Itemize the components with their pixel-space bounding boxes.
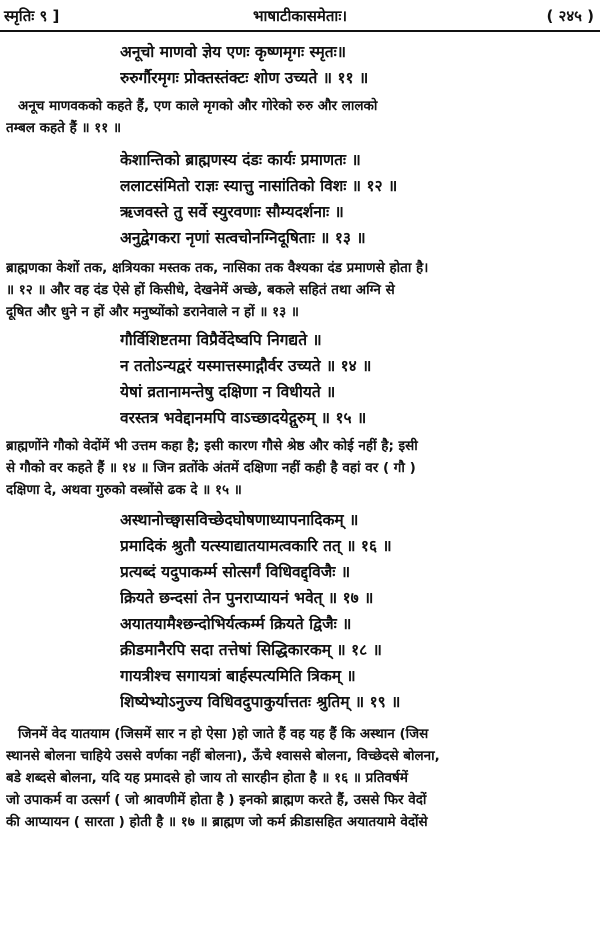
page-header <box>0 0 600 32</box>
verse-line: प्रमादिकं श्रुतौ यत्स्याद्यातयामत्वकारि तत् ॥ १६ ॥ <box>120 537 392 555</box>
commentary-line: ब्राह्मणोंने गौको वेदोंमें भी उत्तम कहा है; इसी कारण गौसे श्रेष्ठ और कोई नहीं है; इसी <box>6 438 418 454</box>
verse-line: ललाटसंमितो राज्ञः स्यात्तु नासांतिको विशः ॥ १२ ॥ <box>120 177 398 195</box>
commentary-line: जिनमें वेद यातयाम (जिसमें सार न हो ऐसा )हो जाते हैं वह यह हैं कि अस्थान (जिस <box>18 726 429 742</box>
verse-line: अनूचो माणवो ज्ञेय एणः कृष्णमृगः स्मृतः॥ <box>120 43 347 61</box>
commentary-line: दूषित और धुने न हों और मनुष्योंको डरानेवाले न हों ॥ १३ ॥ <box>6 304 299 320</box>
verse-line: प्रत्यब्दं यदुपाकर्म्म सोत्सर्गं विधिवद्द्विजैः ॥ <box>120 563 351 581</box>
commentary-line: ॥ १२ ॥ और वह दंड ऐसे हों किसीधे, देखनेमें अच्छे, बकले सहितं तथा अग्नि से <box>6 282 395 298</box>
verse-line: क्रीडमानैरपि सदा तत्तेषां सिद्धिकारकम् ॥ १८ ॥ <box>120 641 382 659</box>
commentary-line: ब्राह्मणका केशों तक, क्षत्रियका मस्तक तक, नासिका तक वैश्यका दंड प्रमाणसे होता है। <box>6 260 429 276</box>
verse-line: गायत्रीश्च सगायत्रां बार्हस्पत्यमिति त्रिकम् ॥ <box>120 667 356 685</box>
verse-line: येषां व्रतानामन्तेषु दक्षिणा न विधीयते ॥ <box>120 383 336 401</box>
header-section: स्मृतिः ९ ] <box>4 7 60 25</box>
commentary-line: जो उपाकर्म वा उत्सर्ग ( जो श्रावणीमें होता है ) इनको ब्राह्मण करते हैं, उससे फिर वेदों <box>6 792 427 808</box>
verse-line: क्रियते छन्दसां तेन पुनराप्यायनं भवेत् ॥ १७ ॥ <box>120 589 374 607</box>
commentary-line: स्थानसे बोलना चाहिये उससे वर्णका नहीं बोलना), ऊँचे श्वाससे बोलना, विच्छेदसे बोलना, <box>6 748 440 764</box>
commentary-line: दक्षिणा दे, अथवा गुरुको वस्त्रोंसे ढक दे ॥ १५ ॥ <box>6 482 242 498</box>
verse-line: गौर्विशिष्टतमा विप्रैर्वेदेष्वपि निगद्यते ॥ <box>120 331 322 349</box>
commentary-line: से गौको वर कहते हैं ॥ १४ ॥ जिन व्रतोंके अंतमें दक्षिणा नहीं कही है वहां वर ( गौ ) <box>6 460 416 476</box>
commentary-line: तम्बल कहते हैं ॥ ११ ॥ <box>6 120 122 136</box>
verse-line: अस्थानोच्छ्वासविच्छेदघोषणाध्यापनादिकम् ॥ <box>120 511 359 529</box>
verse-line: ऋजवस्ते तु सर्वे स्युरवणाः सौम्यदर्शनाः ॥ <box>120 203 344 221</box>
verse-line: रुरुर्गौरमृगः प्रोक्तस्तंक्टः शोण उच्यते ॥ ११ ॥ <box>120 69 369 87</box>
commentary-line: अनूच माणवकको कहते हैं, एण काले मृगको और गोरेको रुरु और लालको <box>18 98 378 114</box>
verse-line: शिष्येभ्योऽनुज्य विधिवदुपाकुर्यात्ततः श्रुतिम् ॥ १९ ॥ <box>120 693 401 711</box>
page-number: ( २४५ ) <box>546 7 594 25</box>
verse-line: केशान्तिको ब्राह्मणस्य दंडः कार्यः प्रमाणतः ॥ <box>120 151 361 169</box>
commentary-line: की आप्यायन ( सारता ) होती है ॥ १७ ॥ ब्राह्मण जो कर्म क्रीडासहित अयातयामे वेदोंसे <box>6 814 428 830</box>
verse-line: न ततोऽन्यद्वरं यस्मात्तस्माद्गौर्वर उच्यते ॥ १४ ॥ <box>120 357 372 375</box>
verse-line: वरस्तत्र भवेद्दानमपि वाऽच्छादयेद्गुरुम् ॥ १५ ॥ <box>120 409 367 427</box>
commentary-line: बडे शब्दसे बोलना, यदि यह प्रमादसे हो जाय तो सारहीन होता है ॥ १६ ॥ प्रतिवर्षमें <box>6 770 408 786</box>
verse-line: अयातयामैश्छन्दोभिर्यत्कर्म्म क्रियते द्विजैः ॥ <box>120 615 352 633</box>
verse-line: अनुद्वेगकरा नृणां सत्वचोनग्निदूषिताः ॥ १३ ॥ <box>120 229 366 247</box>
header-title: भाषाटीकासमेताः। <box>252 7 348 25</box>
